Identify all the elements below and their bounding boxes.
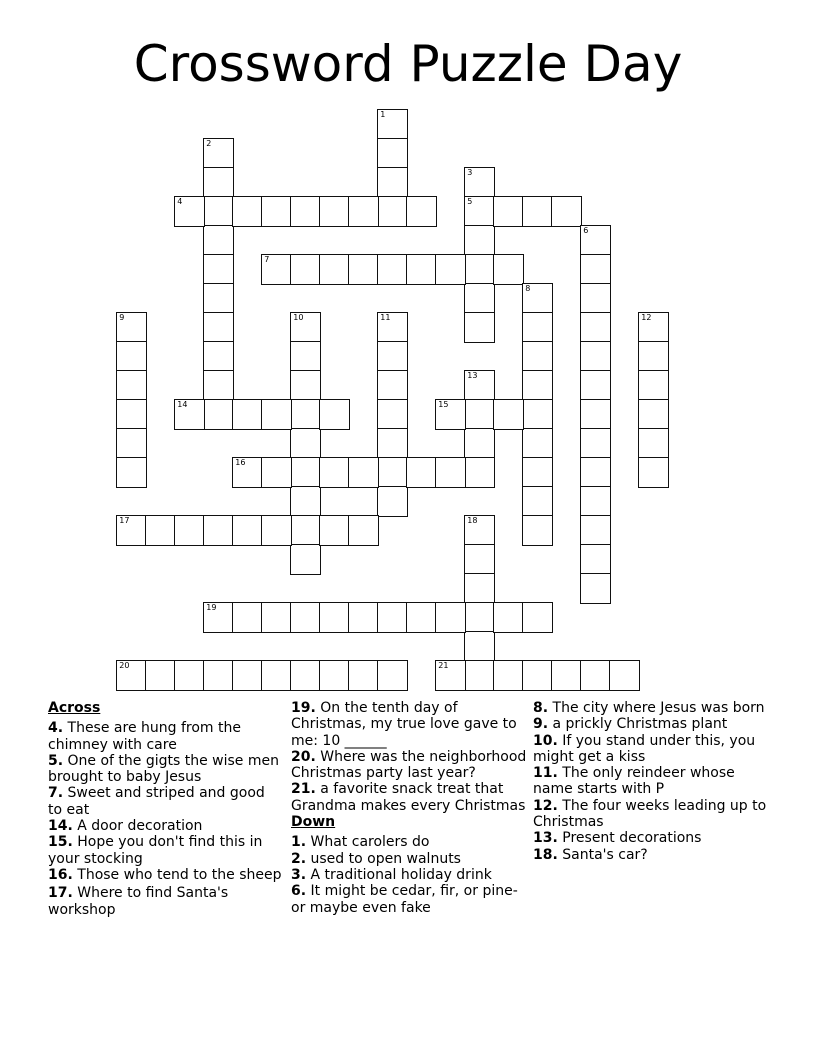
grid-cell[interactable] (261, 399, 292, 430)
grid-cell[interactable] (580, 370, 611, 401)
grid-cell[interactable] (348, 602, 379, 633)
clue-number: 8. (533, 700, 549, 716)
clue-number: 16. (48, 866, 73, 883)
grid-cell[interactable] (522, 428, 553, 459)
grid-cell[interactable] (377, 312, 408, 343)
grid-cell[interactable] (290, 602, 321, 633)
grid-cell[interactable] (464, 457, 495, 488)
clue-text: Present decorations (562, 830, 702, 847)
grid-cell[interactable] (203, 167, 234, 198)
grid-cell[interactable] (116, 399, 147, 430)
clue-number: 12. (533, 797, 558, 814)
grid-cell[interactable] (290, 196, 321, 227)
grid-cell[interactable] (522, 399, 553, 430)
grid-cell[interactable] (580, 544, 611, 575)
cell-number: 2 (206, 139, 212, 149)
grid-cell[interactable] (435, 602, 466, 633)
grid-cell[interactable] (232, 196, 263, 227)
cell-number: 12 (641, 313, 652, 323)
grid-cell[interactable] (638, 341, 669, 372)
clue-number: 17. (48, 885, 73, 902)
grid-cell[interactable] (261, 254, 292, 285)
clue-across-20 (291, 749, 531, 782)
grid-cell[interactable] (580, 283, 611, 314)
grid-cell[interactable] (232, 602, 263, 633)
clue-across-21 (291, 781, 531, 814)
grid-cell[interactable] (406, 254, 437, 285)
grid-cell[interactable] (551, 196, 582, 227)
grid-cell[interactable] (232, 660, 263, 691)
clue-number: 7. (48, 785, 64, 802)
cell-number: 1 (380, 110, 386, 120)
clue-text: The four weeks leading up to Christmas (533, 797, 767, 831)
grid-cell[interactable] (116, 341, 147, 372)
grid-cell[interactable] (174, 515, 205, 546)
clue-down-2 (291, 851, 531, 867)
grid-cell[interactable] (203, 515, 234, 546)
cell-number: 14 (177, 400, 188, 410)
clue-down-6 (291, 883, 531, 916)
grid-cell[interactable] (203, 399, 234, 430)
cell-number: 15 (438, 400, 449, 410)
grid-cell[interactable] (377, 399, 408, 430)
clue-text: These are hung from the chimney with care (48, 720, 241, 753)
grid-cell[interactable] (377, 196, 408, 227)
grid-cell[interactable] (464, 370, 495, 401)
clue-number: 18. (533, 846, 558, 863)
grid-cell[interactable] (261, 515, 292, 546)
clue-text: Sweet and striped and good to eat (48, 785, 265, 818)
grid-cell[interactable] (377, 428, 408, 459)
cell-number: 10 (293, 313, 304, 323)
clue-text: a prickly Christmas plant (552, 716, 728, 733)
grid-cell[interactable] (116, 428, 147, 459)
grid-cell[interactable] (638, 312, 669, 343)
clue-number: 3. (291, 866, 307, 883)
clue-text: A door decoration (77, 818, 203, 835)
grid-cell[interactable] (232, 515, 263, 546)
grid-cell[interactable] (290, 370, 321, 401)
clues-column-1 (48, 700, 283, 918)
clue-number: 5. (48, 752, 64, 769)
grid-cell[interactable] (319, 602, 350, 633)
grid-cell[interactable] (348, 457, 379, 488)
grid-cell[interactable] (435, 399, 466, 430)
clue-text: Where to find Santa's workshop (48, 885, 229, 918)
grid-cell[interactable] (406, 602, 437, 633)
grid-cell[interactable] (464, 428, 495, 459)
grid-cell[interactable] (290, 428, 321, 459)
down-heading: Down (291, 814, 336, 831)
across-heading: Across (48, 700, 101, 716)
grid-cell[interactable] (203, 370, 234, 401)
clue-across-7 (48, 785, 283, 818)
cell-number: 9 (119, 313, 125, 323)
grid-cell[interactable] (377, 341, 408, 372)
grid-cell[interactable] (464, 515, 495, 546)
clue-across-5 (48, 753, 283, 786)
clue-down-9 (533, 716, 773, 732)
clue-across-14 (48, 818, 283, 834)
clue-down-1 (291, 834, 531, 850)
grid-cell[interactable] (377, 602, 408, 633)
grid-cell[interactable] (464, 602, 495, 633)
cell-number: 7 (264, 255, 270, 265)
grid-cell[interactable] (319, 457, 350, 488)
grid-cell[interactable] (232, 457, 263, 488)
grid-cell[interactable] (319, 399, 350, 430)
grid-cell[interactable] (261, 196, 292, 227)
grid-cell[interactable] (609, 660, 640, 691)
clue-number: 19. (291, 700, 316, 716)
clue-across-17 (48, 885, 283, 918)
grid-cell[interactable] (203, 254, 234, 285)
grid-cell[interactable] (464, 312, 495, 343)
clue-down-11 (533, 765, 773, 798)
grid-cell[interactable] (522, 283, 553, 314)
grid-cell[interactable] (261, 457, 292, 488)
grid-cell[interactable] (174, 660, 205, 691)
clue-text: A traditional holiday drink (310, 866, 492, 883)
clue-number: 20. (291, 748, 316, 765)
grid-cell[interactable] (580, 428, 611, 459)
grid-cell[interactable] (406, 196, 437, 227)
grid-cell[interactable] (406, 457, 437, 488)
grid-cell[interactable] (464, 196, 495, 227)
crossword-grid (117, 110, 677, 690)
clue-number: 9. (533, 716, 549, 733)
cell-number: 5 (467, 197, 473, 207)
grid-cell[interactable] (377, 254, 408, 285)
grid-cell[interactable] (290, 341, 321, 372)
cell-number: 17 (119, 516, 130, 526)
clue-text: On the tenth day of Christmas, my true love gave to me: 10 ______ (291, 700, 517, 749)
cell-number: 4 (177, 197, 183, 207)
cell-number: 16 (235, 458, 246, 468)
clue-text: One of the gigts the wise men brought to baby Jesus (48, 752, 279, 786)
clue-down-10 (533, 733, 773, 766)
clue-down-12 (533, 798, 773, 831)
clue-across-16 (48, 867, 283, 883)
grid-cell[interactable] (522, 196, 553, 227)
cell-number: 18 (467, 516, 478, 526)
grid-cell[interactable] (464, 660, 495, 691)
grid-cell[interactable] (290, 399, 321, 430)
clue-text: Those who tend to the sheep (77, 866, 282, 883)
grid-cell[interactable] (348, 515, 379, 546)
grid-cell[interactable] (580, 225, 611, 256)
grid-cell[interactable] (377, 457, 408, 488)
clue-down-8 (533, 700, 773, 716)
clue-text: What carolers do (310, 834, 430, 851)
cell-number: 8 (525, 284, 531, 294)
grid-cell[interactable] (290, 544, 321, 575)
grid-cell[interactable] (290, 486, 321, 517)
grid-cell[interactable] (203, 225, 234, 256)
grid-cell[interactable] (377, 660, 408, 691)
grid-cell[interactable] (522, 515, 553, 546)
clues-column-3 (533, 700, 773, 863)
grid-cell[interactable] (116, 457, 147, 488)
grid-cell[interactable] (290, 254, 321, 285)
clue-number: 14. (48, 818, 73, 835)
grid-cell[interactable] (174, 399, 205, 430)
grid-cell[interactable] (464, 225, 495, 256)
grid-cell[interactable] (290, 660, 321, 691)
grid-cell[interactable] (638, 428, 669, 459)
grid-cell[interactable] (203, 602, 234, 633)
grid-cell[interactable] (493, 196, 524, 227)
grid-cell[interactable] (580, 573, 611, 604)
grid-cell[interactable] (348, 196, 379, 227)
clue-down-18 (533, 847, 773, 863)
grid-cell[interactable] (174, 196, 205, 227)
clue-text: Where was the neighborhood Christmas party last year? (291, 748, 527, 782)
clue-across-4 (48, 720, 283, 753)
clue-text: It might be cedar, fir, or pine- or maybe even fake (291, 883, 518, 916)
grid-cell[interactable] (116, 515, 147, 546)
grid-cell[interactable] (493, 399, 524, 430)
grid-cell[interactable] (203, 283, 234, 314)
cell-number: 3 (467, 168, 473, 178)
clue-text: used to open walnuts (310, 850, 461, 867)
grid-cell[interactable] (580, 486, 611, 517)
grid-cell[interactable] (319, 660, 350, 691)
cell-number: 6 (583, 226, 589, 236)
page-title: Crossword Puzzle Day (133, 35, 683, 93)
grid-cell[interactable] (638, 370, 669, 401)
clue-text: If you stand under this, you might get a kiss (533, 732, 756, 765)
clue-number: 4. (48, 720, 64, 737)
clue-number: 11. (533, 765, 558, 782)
grid-cell[interactable] (232, 399, 263, 430)
grid-cell[interactable] (290, 515, 321, 546)
grid-cell[interactable] (638, 457, 669, 488)
grid-cell[interactable] (464, 544, 495, 575)
grid-cell[interactable] (522, 457, 553, 488)
grid-cell[interactable] (464, 167, 495, 198)
grid-cell[interactable] (319, 196, 350, 227)
grid-cell[interactable] (522, 370, 553, 401)
grid-cell[interactable] (377, 167, 408, 198)
cell-number: 13 (467, 371, 478, 381)
grid-cell[interactable] (522, 312, 553, 343)
grid-cell[interactable] (464, 283, 495, 314)
grid-cell[interactable] (435, 660, 466, 691)
grid-cell[interactable] (580, 660, 611, 691)
grid-cell[interactable] (493, 602, 524, 633)
grid-cell[interactable] (580, 515, 611, 546)
clue-across-15 (48, 834, 283, 867)
clue-text: The city where Jesus was born (552, 700, 765, 716)
clue-text: The only reindeer whose name starts with P (533, 765, 735, 798)
grid-cell[interactable] (522, 341, 553, 372)
clue-text: Hope you don't find this in your stocking (48, 834, 263, 867)
grid-cell[interactable] (261, 660, 292, 691)
grid-cell[interactable] (377, 370, 408, 401)
clue-number: 1. (291, 834, 307, 851)
cell-number: 20 (119, 661, 130, 671)
grid-cell[interactable] (319, 515, 350, 546)
clue-number: 13. (533, 830, 558, 847)
grid-cell[interactable] (290, 312, 321, 343)
grid-cell[interactable] (203, 341, 234, 372)
grid-cell[interactable] (551, 660, 582, 691)
grid-cell[interactable] (580, 399, 611, 430)
grid-cell[interactable] (116, 312, 147, 343)
grid-cell[interactable] (348, 660, 379, 691)
clue-number: 10. (533, 732, 558, 749)
grid-cell[interactable] (580, 312, 611, 343)
clue-down-13 (533, 830, 773, 846)
grid-cell[interactable] (522, 486, 553, 517)
clue-number: 21. (291, 781, 316, 798)
clue-text: Santa's car? (562, 846, 648, 863)
grid-cell[interactable] (464, 254, 495, 285)
grid-cell[interactable] (464, 573, 495, 604)
clue-number: 15. (48, 834, 73, 851)
grid-cell[interactable] (145, 515, 176, 546)
grid-cell[interactable] (522, 660, 553, 691)
clue-number: 2. (291, 850, 307, 867)
grid-cell[interactable] (493, 660, 524, 691)
clue-text: a favorite snack treat that Grandma makes every Christmas (291, 781, 526, 814)
cell-number: 19 (206, 603, 217, 613)
grid-cell[interactable] (319, 254, 350, 285)
grid-cell[interactable] (522, 602, 553, 633)
cell-number: 21 (438, 661, 449, 671)
grid-cell[interactable] (290, 457, 321, 488)
grid-cell[interactable] (638, 399, 669, 430)
grid-cell[interactable] (145, 660, 176, 691)
grid-cell[interactable] (377, 486, 408, 517)
grid-cell[interactable] (203, 138, 234, 169)
grid-cell[interactable] (377, 109, 408, 140)
clue-across-19 (291, 700, 531, 749)
grid-cell[interactable] (261, 602, 292, 633)
grid-cell[interactable] (580, 457, 611, 488)
grid-cell[interactable] (580, 341, 611, 372)
grid-cell[interactable] (116, 660, 147, 691)
clues-column-2 (291, 700, 531, 916)
grid-cell[interactable] (377, 138, 408, 169)
cell-number: 11 (380, 313, 391, 323)
grid-cell[interactable] (203, 660, 234, 691)
grid-cell[interactable] (464, 399, 495, 430)
grid-cell[interactable] (348, 254, 379, 285)
grid-cell[interactable] (464, 631, 495, 662)
grid-cell[interactable] (203, 196, 234, 227)
grid-cell[interactable] (435, 457, 466, 488)
clue-number: 6. (291, 883, 307, 900)
grid-cell[interactable] (580, 254, 611, 285)
grid-cell[interactable] (435, 254, 466, 285)
grid-cell[interactable] (203, 312, 234, 343)
grid-cell[interactable] (116, 370, 147, 401)
clue-down-3 (291, 867, 531, 883)
grid-cell[interactable] (493, 254, 524, 285)
